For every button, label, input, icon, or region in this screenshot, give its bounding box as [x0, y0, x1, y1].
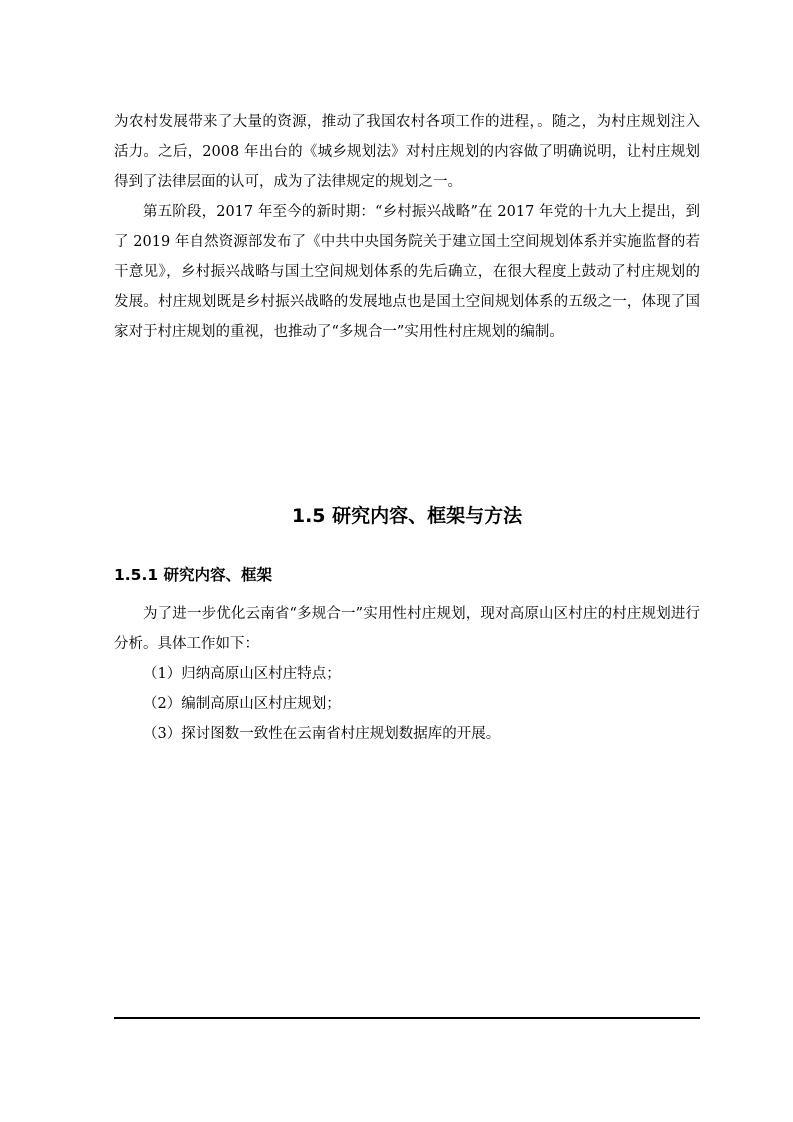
footer-rule — [114, 1017, 700, 1019]
document-page — [114, 107, 700, 742]
paragraph-2: 第五阶段，2017 年至今的新时期：“乡村振兴战略”在 2017 年党的十九大上提出，到了 2019 年自然资源部发布了《中共中央国务院关于建立国土空间规划体系并实施监督的若干意见》，乡村振兴战略与国土空间规划体系的先后确立，在很大程度上鼓动了村庄规划的发展。村庄规划既是乡村振兴战略的发展地点也是国土空间规划体系的五级之一，体现了国家对于村庄规划的重视，也推动了“多规合一”实用性村庄规划的编制。 — [114, 204, 700, 340]
subsection-title: 1.5.1 研究内容、框架 — [114, 566, 273, 584]
section-title: 1.5 研究内容、框架与方法 — [291, 505, 523, 527]
list-item-1: （1）归纳高原山区村庄特点； — [143, 666, 341, 682]
list-item-3: （3）探讨图数一致性在云南省村庄规划数据库的开展。 — [143, 726, 501, 742]
paragraph-1: 为农村发展带来了大量的资源，推动了我国农村各项工作的进程，。随之，为村庄规划注入活力。之后，2008 年出台的《城乡规划法》对村庄规划的内容做了明确说明，让村庄规划得到了法律层面的认可，成为了法律规定的规划之一。 — [114, 114, 700, 190]
subsection-intro: 为了进一步优化云南省“多规合一”实用性村庄规划，现对高原山区村庄的村庄规划进行分析。具体工作如下： — [114, 606, 700, 652]
list-item-2: （2）编制高原山区村庄规划； — [143, 696, 341, 712]
subsection-body — [114, 599, 700, 749]
